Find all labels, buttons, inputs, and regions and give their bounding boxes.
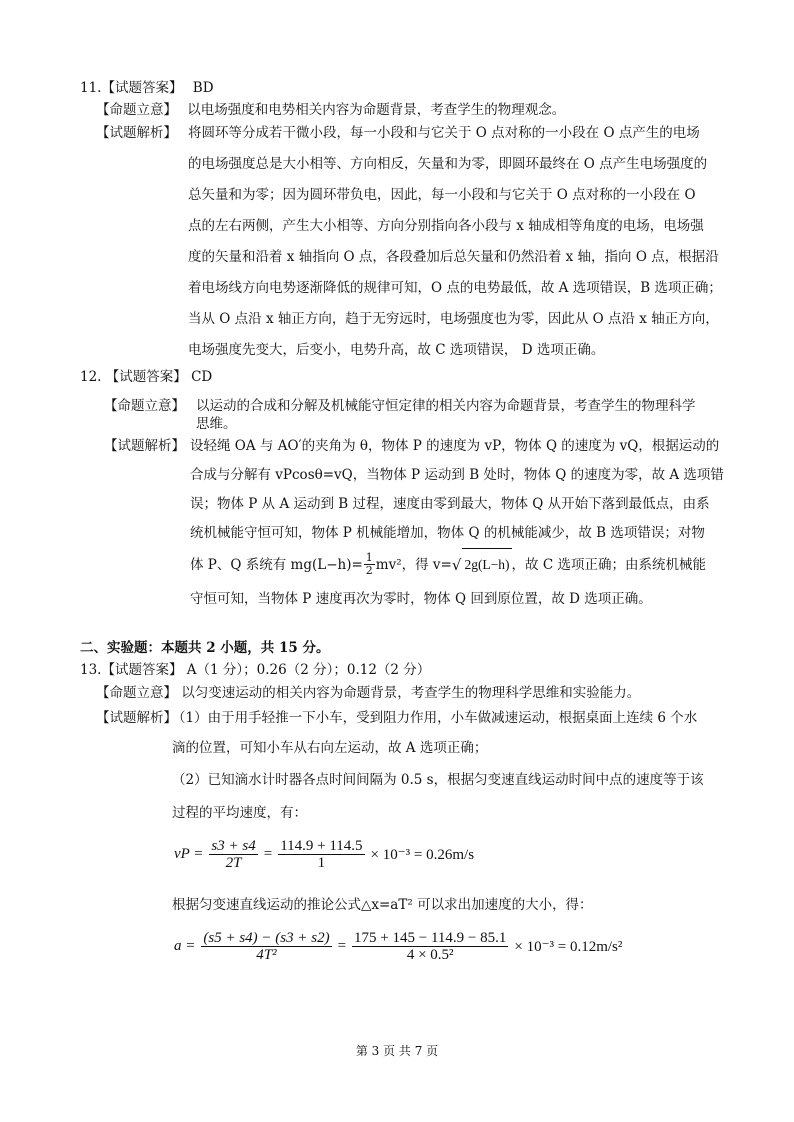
- q12-sqrt-content: 2g(L−h): [462, 548, 511, 581]
- q11-analysis-line: 着电场线方向电势逐渐降低的规律可知，O 点的电势最低，故 A 选项错误，B 选项正确；: [188, 280, 722, 296]
- q12-line5-part-d: ，故 C 选项正确；由系统机械能: [511, 556, 706, 573]
- eq2-f2-den: 4 × 0.5²: [406, 947, 454, 963]
- q13-intent-row: [96, 684, 640, 702]
- eq1-f2-den: 1: [317, 855, 326, 871]
- eq2-equals: =: [337, 938, 347, 954]
- eq2-fraction-2: [350, 930, 510, 963]
- q13-paragraph-line: （1）由于用手轻推一下小车，受到阻力作用，小车做减速运动，根据桌面上连续 6 个水: [172, 710, 698, 726]
- q11-answer-label: 11.【试题答案】: [80, 80, 183, 96]
- q13-paragraph-line: 根据匀变速直线运动的推论公式△x=aT² 可以求出加速度的大小，得：: [172, 897, 593, 913]
- q11-answer: BD: [192, 80, 214, 96]
- q11-intent-row: [96, 101, 565, 119]
- q12-answer-label: 12. 【试题答案】: [80, 369, 187, 385]
- eq1-equals: =: [263, 846, 273, 862]
- q13-paragraph-line: （2）已知滴水计时器各点时间间隔为 0.5 s，根据匀变速直线运动时间中点的速度等于该: [172, 772, 704, 788]
- eq2-f1-den: 4T²: [256, 947, 277, 963]
- q11-analysis-line: 当从 O 点沿 x 轴正方向，趋于无穷远时，电场强度也为零，因此从 O 点沿 x 轴正方向，: [188, 311, 719, 327]
- q13-intent: 以匀变速运动的相关内容为命题背景，考查学生的物理科学思维和实验能力。: [181, 685, 641, 701]
- q12-answer: CD: [191, 369, 213, 385]
- q12-analysis-line: 设轻绳 OA 与 AO′的夹角为 θ，物体 P 的速度为 vP，物体 Q 的速度为 vQ，根据运动的: [190, 438, 720, 454]
- eq1-f1-den: 2T: [225, 855, 242, 871]
- q11-analysis-line: 总矢量和为零；因为圆环带负电，因此，每一小段和与它关于 O 点对称的一小段在 O: [188, 187, 696, 203]
- q11-intent: 以电场强度和电势相关内容为命题背景，考查学生的物理观念。: [187, 102, 566, 118]
- eq1-fraction-2: [276, 838, 366, 871]
- q13-answer: A（1 分）；0.26（2 分）；0.12（2 分）: [186, 662, 431, 678]
- velocity-equation: [172, 838, 476, 871]
- q11-analysis-line: 度的矢量和沿着 x 轴指向 O 点，各段叠加后总矢量和仍然沿着 x 轴，指向 O 点，根据沿: [188, 249, 719, 265]
- q11-analysis-line: 电场强度先变大，后变小，电势升高，故 C 选项错误， D 选项正确。: [188, 342, 605, 358]
- q13-answer-row: [80, 661, 430, 679]
- q13-answer-label: 13.【试题答案】: [80, 662, 183, 678]
- q11-answer-row: [80, 79, 214, 97]
- page-footer: 第 3 页 共 7 页: [355, 1044, 439, 1058]
- q12-half-fraction: [364, 552, 375, 577]
- q13-paragraph-line: 过程的平均速度，有：: [172, 805, 307, 821]
- q12-intent-line: 以运动的合成和分解及机械能守恒定律的相关内容为命题背景，考查学生的物理科学: [196, 398, 696, 414]
- eq2-f1-num: (s5 + s4) − (s3 + s2): [203, 930, 330, 946]
- eq1-f2-num: 114.9 + 114.5: [280, 838, 363, 854]
- q13-intent-label: 【命题立意】: [96, 685, 177, 701]
- q12-answer-row: [80, 368, 212, 386]
- q12-analysis-formula-line: [190, 548, 706, 581]
- q13-paragraph-line: 滴的位置，可知小车从右向左运动，故 A 选项正确；: [172, 740, 488, 756]
- eq2-tail: × 10⁻³ = 0.12m/s²: [514, 939, 623, 955]
- eq1-tail: × 10⁻³ = 0.26m/s: [370, 847, 475, 863]
- eq2-fraction-1: [199, 930, 333, 963]
- q12-analysis-line: 误；物体 P 从 A 运动到 B 过程，速度由零到最大，物体 Q 从开始下落到最低点，由系: [190, 496, 710, 512]
- q11-analysis-line: 将圆环等分成若干微小段，每一小段和与它关于 O 点对称的一小段在 O 点产生的电场: [188, 125, 700, 141]
- section-heading: 二、实验题：本题共 2 小题，共 15 分。: [80, 640, 330, 656]
- eq1-fraction-1: [207, 838, 259, 871]
- q12-frac-den: 2: [365, 564, 373, 577]
- q12-analysis-label: 【试题解析】: [104, 438, 185, 454]
- q12-intent-line: 思维。: [196, 416, 237, 432]
- q11-analysis-line: 点的左右两侧，产生大小相等、方向分别指向各小段与 x 轴成相等角度的电场，电场强: [188, 218, 704, 234]
- eq2-f2-num: 175 + 145 − 114.9 − 85.1: [354, 930, 507, 946]
- eq1-lhs: vP =: [174, 846, 204, 862]
- q12-frac-num: 1: [365, 551, 373, 564]
- q11-intent-label: 【命题立意】: [96, 102, 177, 118]
- q12-analysis-line: 合成与分解有 vPcosθ=vQ，当物体 P 运动到 B 处时，物体 Q 的速度为零，故 A 选项错: [190, 467, 724, 483]
- q13-analysis-label: 【试题解析】: [96, 710, 177, 726]
- q12-analysis-line: 守恒可知，当物体 P 速度再次为零时，物体 Q 回到原位置，故 D 选项正确。: [190, 591, 652, 607]
- q12-line5-part-b: mv²，得 v=: [375, 556, 452, 573]
- q12-analysis-line: 统机械能守恒可知，物体 P 机械能增加，物体 Q 的机械能减少，故 B 选项错误；对物: [190, 525, 705, 541]
- q12-intent-label: 【命题立意】: [104, 398, 185, 414]
- q11-analysis-line: 的电场强度总是大小相等、方向相反，矢量和为零，即圆环最终在 O 点产生电场强度的: [188, 156, 708, 172]
- q12-line5-part-a: 体 P、Q 系统有 mg(L−h)=: [190, 556, 363, 573]
- eq1-f1-num: s3 + s4: [211, 838, 256, 854]
- acceleration-equation: [172, 930, 624, 963]
- q11-analysis-label: 【试题解析】: [96, 125, 177, 141]
- eq2-lhs: a =: [174, 938, 196, 954]
- sqrt-icon: √: [451, 555, 462, 574]
